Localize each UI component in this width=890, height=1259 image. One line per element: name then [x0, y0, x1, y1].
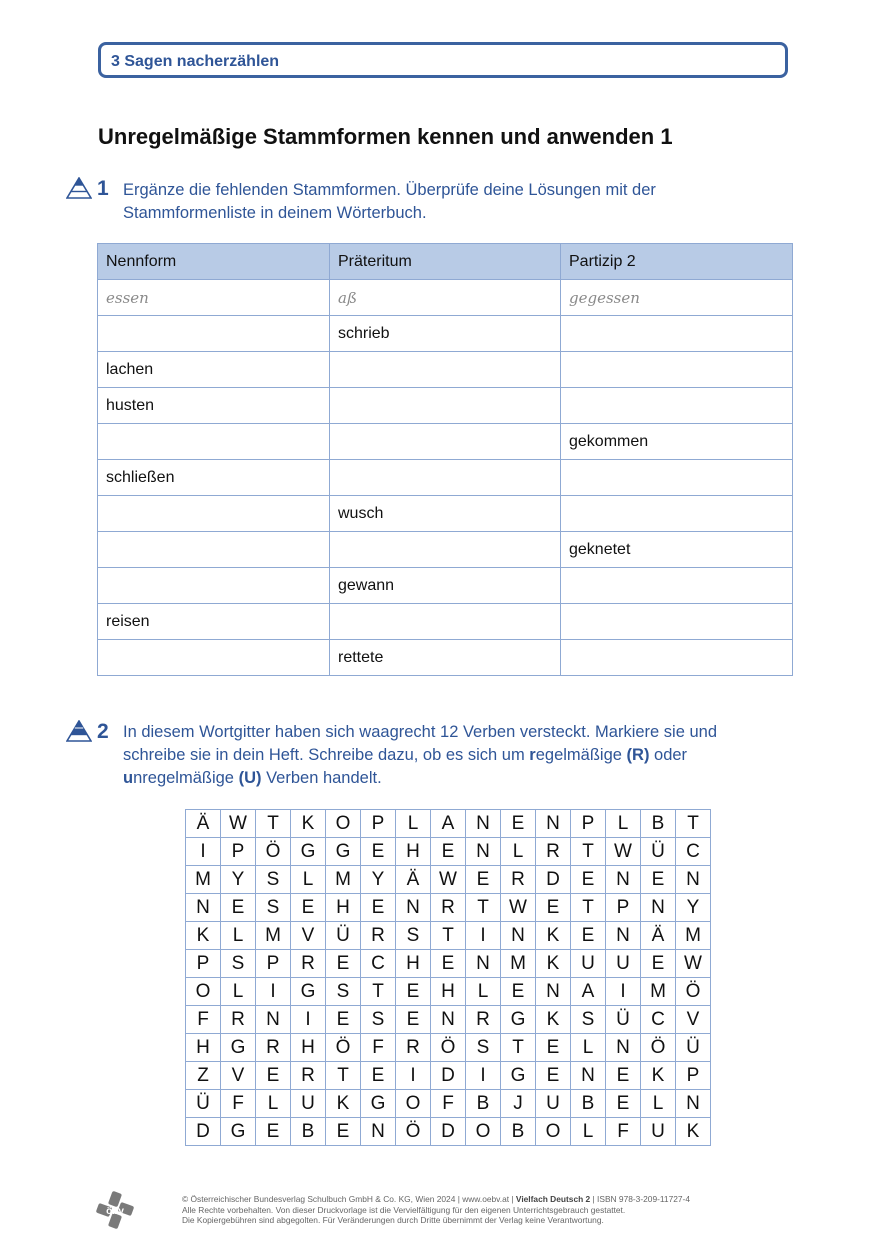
- grid-letter-cell[interactable]: S: [326, 978, 361, 1006]
- grid-letter-cell[interactable]: L: [396, 810, 431, 838]
- grid-letter-cell[interactable]: O: [396, 1090, 431, 1118]
- grid-letter-cell[interactable]: T: [501, 1034, 536, 1062]
- grid-letter-cell[interactable]: H: [396, 838, 431, 866]
- grid-row: [186, 838, 711, 866]
- grid-letter-cell[interactable]: N: [536, 978, 571, 1006]
- grid-letter-cell[interactable]: H: [291, 1034, 326, 1062]
- table-row: [98, 604, 793, 640]
- grid-row: [186, 810, 711, 838]
- grid-letter-cell[interactable]: M: [641, 978, 676, 1006]
- grid-letter-cell[interactable]: S: [256, 866, 291, 894]
- grid-letter-cell[interactable]: E: [606, 1090, 641, 1118]
- grid-letter-cell[interactable]: E: [606, 1062, 641, 1090]
- grid-letter-cell[interactable]: G: [326, 838, 361, 866]
- grid-letter-cell[interactable]: B: [466, 1090, 501, 1118]
- grid-letter-cell[interactable]: K: [326, 1090, 361, 1118]
- grid-letter-cell[interactable]: Ö: [326, 1034, 361, 1062]
- grid-letter-cell[interactable]: B: [291, 1118, 326, 1146]
- grid-letter-cell[interactable]: U: [536, 1090, 571, 1118]
- grid-letter-cell[interactable]: A: [431, 810, 466, 838]
- grid-letter-cell[interactable]: R: [291, 950, 326, 978]
- table-cell: geknetet: [561, 532, 793, 568]
- grid-letter-cell[interactable]: Ä: [641, 922, 676, 950]
- grid-letter-cell[interactable]: U: [291, 1090, 326, 1118]
- grid-letter-cell[interactable]: R: [431, 894, 466, 922]
- grid-letter-cell[interactable]: E: [501, 978, 536, 1006]
- grid-letter-cell[interactable]: E: [361, 838, 396, 866]
- grid-letter-cell[interactable]: W: [606, 838, 641, 866]
- table-cell: gewann: [330, 568, 561, 604]
- grid-letter-cell[interactable]: U: [571, 950, 606, 978]
- grid-letter-cell[interactable]: K: [291, 810, 326, 838]
- table-row: [98, 424, 793, 460]
- grid-letter-cell[interactable]: R: [501, 866, 536, 894]
- grid-letter-cell[interactable]: M: [326, 866, 361, 894]
- grid-letter-cell[interactable]: K: [536, 1006, 571, 1034]
- grid-letter-cell[interactable]: E: [641, 950, 676, 978]
- answer-cell[interactable]: [561, 460, 793, 496]
- grid-letter-cell[interactable]: N: [501, 922, 536, 950]
- grid-letter-cell[interactable]: G: [501, 1062, 536, 1090]
- regular-initial: r: [529, 746, 536, 764]
- grid-letter-cell[interactable]: M: [501, 950, 536, 978]
- answer-cell[interactable]: [330, 424, 561, 460]
- grid-row: [186, 1034, 711, 1062]
- page-title: Unregelmäßige Stammformen kennen und anwenden 1: [98, 124, 673, 149]
- grid-letter-cell[interactable]: E: [361, 1062, 396, 1090]
- grid-letter-cell[interactable]: S: [256, 894, 291, 922]
- answer-cell[interactable]: [330, 388, 561, 424]
- irregular-code: (U): [238, 769, 262, 787]
- grid-row: [186, 1006, 711, 1034]
- grid-letter-cell[interactable]: T: [326, 1062, 361, 1090]
- grid-letter-cell[interactable]: T: [571, 838, 606, 866]
- grid-letter-cell[interactable]: N: [536, 810, 571, 838]
- grid-letter-cell[interactable]: U: [641, 1118, 676, 1146]
- grid-letter-cell[interactable]: E: [256, 1118, 291, 1146]
- grid-letter-cell[interactable]: Ü: [676, 1034, 711, 1062]
- grid-letter-cell[interactable]: L: [221, 922, 256, 950]
- table-header-row: [98, 244, 793, 280]
- grid-letter-cell[interactable]: T: [431, 922, 466, 950]
- grid-letter-cell[interactable]: R: [536, 838, 571, 866]
- grid-letter-cell[interactable]: H: [396, 950, 431, 978]
- oebv-logo-icon: [95, 1190, 135, 1230]
- chapter-title: 3 Sagen nacherzählen: [111, 53, 280, 70]
- table-cell: gekommen: [561, 424, 793, 460]
- grid-letter-cell[interactable]: M: [186, 866, 221, 894]
- answer-cell[interactable]: [561, 388, 793, 424]
- table-row: [98, 496, 793, 532]
- grid-letter-cell[interactable]: P: [571, 810, 606, 838]
- grid-letter-cell[interactable]: E: [396, 978, 431, 1006]
- grid-letter-cell[interactable]: B: [501, 1118, 536, 1146]
- table-row: [98, 388, 793, 424]
- grid-letter-cell[interactable]: N: [186, 894, 221, 922]
- grid-letter-cell[interactable]: T: [361, 978, 396, 1006]
- grid-letter-cell[interactable]: Ü: [606, 1006, 641, 1034]
- answer-cell[interactable]: [561, 352, 793, 388]
- grid-letter-cell[interactable]: F: [221, 1090, 256, 1118]
- grid-letter-cell[interactable]: Ö: [676, 978, 711, 1006]
- table-row: [98, 640, 793, 676]
- grid-letter-cell[interactable]: Ö: [256, 838, 291, 866]
- answer-cell[interactable]: [330, 460, 561, 496]
- grid-row: [186, 1090, 711, 1118]
- difficulty-triangle-icon: [66, 720, 92, 742]
- grid-letter-cell[interactable]: G: [221, 1034, 256, 1062]
- grid-letter-cell[interactable]: Ö: [396, 1118, 431, 1146]
- grid-letter-cell[interactable]: L: [291, 866, 326, 894]
- grid-letter-cell[interactable]: R: [291, 1062, 326, 1090]
- grid-letter-cell[interactable]: O: [536, 1118, 571, 1146]
- grid-letter-cell[interactable]: H: [186, 1034, 221, 1062]
- grid-letter-cell[interactable]: F: [606, 1118, 641, 1146]
- grid-letter-cell[interactable]: S: [396, 922, 431, 950]
- grid-letter-cell[interactable]: C: [676, 838, 711, 866]
- grid-letter-cell[interactable]: N: [466, 950, 501, 978]
- column-header-praeteritum: Präteritum: [330, 244, 561, 280]
- table-cell: husten: [98, 388, 330, 424]
- grid-letter-cell[interactable]: R: [396, 1034, 431, 1062]
- grid-row: [186, 922, 711, 950]
- grid-letter-cell[interactable]: F: [431, 1090, 466, 1118]
- grid-letter-cell[interactable]: K: [641, 1062, 676, 1090]
- grid-letter-cell[interactable]: N: [431, 1006, 466, 1034]
- grid-letter-cell[interactable]: D: [431, 1118, 466, 1146]
- grid-letter-cell[interactable]: G: [291, 838, 326, 866]
- grid-letter-cell[interactable]: Ü: [641, 838, 676, 866]
- grid-letter-cell[interactable]: V: [291, 922, 326, 950]
- grid-letter-cell[interactable]: C: [641, 1006, 676, 1034]
- grid-letter-cell[interactable]: H: [431, 978, 466, 1006]
- table-row: [98, 532, 793, 568]
- grid-letter-cell[interactable]: W: [501, 894, 536, 922]
- grid-letter-cell[interactable]: I: [396, 1062, 431, 1090]
- table-row: [98, 316, 793, 352]
- grid-letter-cell[interactable]: T: [676, 810, 711, 838]
- grid-letter-cell[interactable]: T: [571, 894, 606, 922]
- grid-letter-cell[interactable]: P: [256, 950, 291, 978]
- grid-letter-cell[interactable]: R: [256, 1034, 291, 1062]
- grid-letter-cell[interactable]: P: [676, 1062, 711, 1090]
- grid-letter-cell[interactable]: E: [571, 922, 606, 950]
- grid-letter-cell[interactable]: A: [571, 978, 606, 1006]
- grid-letter-cell[interactable]: H: [326, 894, 361, 922]
- grid-letter-cell[interactable]: P: [186, 950, 221, 978]
- grid-letter-cell[interactable]: R: [221, 1006, 256, 1034]
- grid-row: [186, 950, 711, 978]
- grid-letter-cell[interactable]: N: [606, 866, 641, 894]
- grid-letter-cell[interactable]: N: [606, 1034, 641, 1062]
- grid-letter-cell[interactable]: L: [571, 1118, 606, 1146]
- grid-letter-cell[interactable]: N: [641, 894, 676, 922]
- column-header-nennform: Nennform: [98, 244, 330, 280]
- grid-letter-cell[interactable]: M: [676, 922, 711, 950]
- grid-letter-cell[interactable]: M: [256, 922, 291, 950]
- grid-letter-cell[interactable]: I: [606, 978, 641, 1006]
- grid-letter-cell[interactable]: D: [186, 1118, 221, 1146]
- grid-letter-cell[interactable]: L: [606, 810, 641, 838]
- example-cell: aß: [330, 280, 561, 316]
- word-search-grid[interactable]: [185, 809, 711, 1146]
- grid-letter-cell[interactable]: L: [256, 1090, 291, 1118]
- grid-letter-cell[interactable]: L: [641, 1090, 676, 1118]
- grid-letter-cell[interactable]: G: [501, 1006, 536, 1034]
- grid-letter-cell[interactable]: I: [186, 838, 221, 866]
- answer-cell[interactable]: [330, 604, 561, 640]
- grid-letter-cell[interactable]: Ü: [186, 1090, 221, 1118]
- grid-letter-cell[interactable]: D: [536, 866, 571, 894]
- grid-letter-cell[interactable]: K: [186, 922, 221, 950]
- grid-letter-cell[interactable]: K: [676, 1118, 711, 1146]
- answer-cell[interactable]: [98, 640, 330, 676]
- grid-letter-cell[interactable]: I: [291, 1006, 326, 1034]
- grid-letter-cell[interactable]: J: [501, 1090, 536, 1118]
- grid-letter-cell[interactable]: E: [536, 894, 571, 922]
- example-cell: gegessen: [561, 280, 793, 316]
- grid-letter-cell[interactable]: E: [571, 866, 606, 894]
- grid-letter-cell[interactable]: E: [431, 838, 466, 866]
- grid-letter-cell[interactable]: K: [536, 922, 571, 950]
- table-row: [98, 352, 793, 388]
- task-number-1: 1: [97, 177, 109, 200]
- answer-cell[interactable]: [561, 568, 793, 604]
- grid-letter-cell[interactable]: Ü: [326, 922, 361, 950]
- column-header-partizip2: Partizip 2: [561, 244, 793, 280]
- example-cell: essen: [98, 280, 330, 316]
- grid-letter-cell[interactable]: E: [291, 894, 326, 922]
- grid-row: [186, 866, 711, 894]
- irregular-initial: u: [123, 769, 134, 787]
- grid-letter-cell[interactable]: O: [186, 978, 221, 1006]
- grid-letter-cell[interactable]: Ö: [641, 1034, 676, 1062]
- grid-letter-cell[interactable]: L: [221, 978, 256, 1006]
- answer-cell[interactable]: [561, 640, 793, 676]
- difficulty-triangle-icon: [66, 177, 92, 199]
- grid-letter-cell[interactable]: Y: [221, 866, 256, 894]
- grid-letter-cell[interactable]: O: [326, 810, 361, 838]
- grid-letter-cell[interactable]: E: [326, 1006, 361, 1034]
- grid-letter-cell[interactable]: W: [676, 950, 711, 978]
- grid-letter-cell[interactable]: S: [571, 1006, 606, 1034]
- grid-row: [186, 894, 711, 922]
- grid-letter-cell[interactable]: N: [606, 922, 641, 950]
- grid-letter-cell[interactable]: N: [676, 1090, 711, 1118]
- grid-row: [186, 1062, 711, 1090]
- grid-letter-cell[interactable]: I: [256, 978, 291, 1006]
- grid-letter-cell[interactable]: E: [361, 894, 396, 922]
- grid-letter-cell[interactable]: Ä: [186, 810, 221, 838]
- grid-letter-cell[interactable]: Z: [186, 1062, 221, 1090]
- task-2-instruction: In diesem Wortgitter haben sich waagrecht 12 Verben versteckt. Markiere sie und schreibe sie in dein Heft. Schreibe dazu, ob es sich um regelmäßige (R) oder unregelmäßige (U) Verben handelt.: [123, 723, 717, 787]
- grid-row: [186, 1118, 711, 1146]
- table-row: [98, 460, 793, 496]
- grid-letter-cell[interactable]: E: [431, 950, 466, 978]
- grid-letter-cell[interactable]: S: [466, 1034, 501, 1062]
- table-cell: schließen: [98, 460, 330, 496]
- stem-forms-table: [97, 243, 793, 676]
- grid-letter-cell[interactable]: N: [396, 894, 431, 922]
- answer-cell[interactable]: [98, 532, 330, 568]
- footer-copyright: © Österreichischer Bundesverlag Schulbuch GmbH & Co. KG, Wien 2024 | www.oebv.at | Vielfach Deutsch 2 | ISBN 978-3-209-11727-4 Alle Rechte vorbehalten. Von dieser Druckvorlage ist die Vervielfältigung für den eigenen Unterrichtsgebrauch gestattet. Die Kopiergebühren sind abgegolten. Für Veränderungen durch Dritte übernimmt der Verlag keine Verantwortung.: [182, 1194, 691, 1225]
- grid-letter-cell[interactable]: E: [256, 1062, 291, 1090]
- regular-code: (R): [626, 746, 650, 764]
- example-row: [98, 280, 793, 316]
- grid-letter-cell[interactable]: Y: [676, 894, 711, 922]
- grid-letter-cell[interactable]: Ä: [396, 866, 431, 894]
- grid-letter-cell[interactable]: G: [221, 1118, 256, 1146]
- answer-cell[interactable]: [98, 568, 330, 604]
- table-row: [98, 568, 793, 604]
- grid-letter-cell[interactable]: E: [326, 1118, 361, 1146]
- grid-letter-cell[interactable]: E: [326, 950, 361, 978]
- task-1-instruction: Ergänze die fehlenden Stammformen. Überprüfe deine Lösungen mit der Stammformenliste in deinem Wörterbuch.: [123, 181, 656, 222]
- grid-letter-cell[interactable]: Ö: [431, 1034, 466, 1062]
- grid-letter-cell[interactable]: S: [361, 1006, 396, 1034]
- answer-cell[interactable]: [98, 316, 330, 352]
- grid-letter-cell[interactable]: K: [536, 950, 571, 978]
- grid-letter-cell[interactable]: T: [466, 894, 501, 922]
- grid-letter-cell[interactable]: D: [431, 1062, 466, 1090]
- grid-letter-cell[interactable]: B: [571, 1090, 606, 1118]
- answer-cell[interactable]: [330, 532, 561, 568]
- grid-letter-cell[interactable]: N: [676, 866, 711, 894]
- grid-letter-cell[interactable]: B: [641, 810, 676, 838]
- grid-letter-cell[interactable]: L: [571, 1034, 606, 1062]
- grid-letter-cell[interactable]: E: [466, 866, 501, 894]
- grid-letter-cell[interactable]: E: [396, 1006, 431, 1034]
- answer-cell[interactable]: [561, 316, 793, 352]
- grid-letter-cell[interactable]: P: [221, 838, 256, 866]
- grid-letter-cell[interactable]: N: [466, 810, 501, 838]
- grid-letter-cell[interactable]: P: [606, 894, 641, 922]
- grid-row: [186, 978, 711, 1006]
- grid-letter-cell[interactable]: G: [361, 1090, 396, 1118]
- table-cell: reisen: [98, 604, 330, 640]
- table-cell: wusch: [330, 496, 561, 532]
- grid-letter-cell[interactable]: Y: [361, 866, 396, 894]
- grid-letter-cell[interactable]: T: [256, 810, 291, 838]
- grid-letter-cell[interactable]: R: [466, 1006, 501, 1034]
- grid-letter-cell[interactable]: W: [221, 810, 256, 838]
- grid-letter-cell[interactable]: N: [256, 1006, 291, 1034]
- answer-cell[interactable]: [561, 604, 793, 640]
- grid-letter-cell[interactable]: E: [501, 810, 536, 838]
- grid-letter-cell[interactable]: I: [466, 1062, 501, 1090]
- grid-letter-cell[interactable]: N: [466, 838, 501, 866]
- answer-cell[interactable]: [561, 496, 793, 532]
- grid-letter-cell[interactable]: U: [606, 950, 641, 978]
- grid-letter-cell[interactable]: F: [361, 1034, 396, 1062]
- answer-cell[interactable]: [330, 352, 561, 388]
- grid-letter-cell[interactable]: O: [466, 1118, 501, 1146]
- answer-cell[interactable]: [98, 424, 330, 460]
- grid-letter-cell[interactable]: E: [221, 894, 256, 922]
- table-cell: lachen: [98, 352, 330, 388]
- grid-letter-cell[interactable]: R: [361, 922, 396, 950]
- grid-letter-cell[interactable]: C: [361, 950, 396, 978]
- grid-letter-cell[interactable]: N: [571, 1062, 606, 1090]
- grid-letter-cell[interactable]: S: [221, 950, 256, 978]
- svg-text:öbv: öbv: [106, 1206, 124, 1217]
- grid-letter-cell[interactable]: G: [291, 978, 326, 1006]
- grid-letter-cell[interactable]: N: [361, 1118, 396, 1146]
- table-cell: rettete: [330, 640, 561, 676]
- table-cell: schrieb: [330, 316, 561, 352]
- grid-letter-cell[interactable]: E: [536, 1062, 571, 1090]
- grid-letter-cell[interactable]: L: [466, 978, 501, 1006]
- grid-letter-cell[interactable]: V: [221, 1062, 256, 1090]
- grid-letter-cell[interactable]: I: [466, 922, 501, 950]
- grid-letter-cell[interactable]: E: [641, 866, 676, 894]
- grid-letter-cell[interactable]: W: [431, 866, 466, 894]
- grid-letter-cell[interactable]: F: [186, 1006, 221, 1034]
- grid-letter-cell[interactable]: P: [361, 810, 396, 838]
- answer-cell[interactable]: [98, 496, 330, 532]
- chapter-header: [98, 42, 788, 78]
- grid-letter-cell[interactable]: E: [536, 1034, 571, 1062]
- grid-letter-cell[interactable]: V: [676, 1006, 711, 1034]
- task-number-2: 2: [97, 720, 109, 743]
- grid-letter-cell[interactable]: L: [501, 838, 536, 866]
